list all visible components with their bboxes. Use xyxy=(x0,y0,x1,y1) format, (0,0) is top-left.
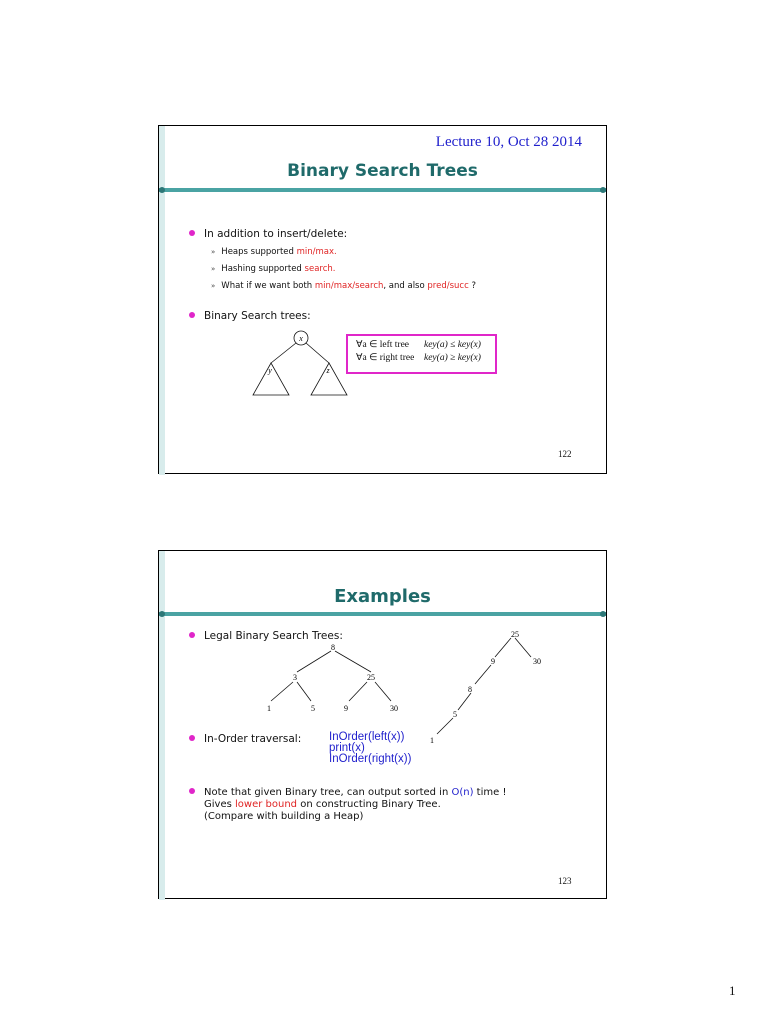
node-8: 8 xyxy=(331,643,335,652)
sub-bullet-hashing: » Hashing supported search. xyxy=(211,264,336,274)
node-9: 9 xyxy=(344,704,348,713)
balanced-bst-diagram xyxy=(255,642,415,714)
page-number: 123 xyxy=(558,876,572,886)
node-30: 30 xyxy=(390,704,398,713)
title-rule xyxy=(159,188,606,192)
code-line-3: InOrder(right(x)) xyxy=(329,753,412,765)
note-lower-bound: Gives lower bound on constructing Binary Tree. xyxy=(204,799,441,810)
title-rule xyxy=(159,612,606,616)
node-25: 25 xyxy=(511,630,519,639)
note-compare-heap: (Compare with building a Heap) xyxy=(204,811,364,822)
bullet-inorder: In-Order traversal: xyxy=(189,733,301,745)
code-line-2: print(x) xyxy=(329,742,365,754)
definition-row-left: ∀a ∈ left tree key(a) ≤ key(x) xyxy=(356,340,481,350)
node-5: 5 xyxy=(453,710,457,719)
left-subtree-label: y xyxy=(268,366,272,375)
node-1: 1 xyxy=(430,736,434,745)
bullet-dot-icon xyxy=(189,230,195,236)
code-line-1: InOrder(left(x)) xyxy=(329,731,405,743)
node-1: 1 xyxy=(267,704,271,713)
slide-binary-search-trees xyxy=(158,125,607,474)
slide-title: Binary Search Trees xyxy=(287,161,478,181)
inorder-code xyxy=(329,732,411,765)
sub-bullet-heaps: » Heaps supported min/max. xyxy=(211,247,337,257)
bullet-sorted-output: Note that given Binary tree, can output sorted in O(n) time ! xyxy=(189,787,506,799)
slide-examples xyxy=(158,550,607,899)
sheet-number: 1 xyxy=(729,983,736,998)
page-number: 122 xyxy=(558,449,572,459)
definition-row-right: ∀a ∈ right tree key(a) ≥ key(x) xyxy=(356,353,481,363)
skewed-bst-diagram xyxy=(423,630,553,746)
bullet-legal-bst: Legal Binary Search Trees: xyxy=(189,630,343,642)
sub-bullet-both: » What if we want both min/max/search, and also pred/succ ? xyxy=(211,281,476,291)
slide-title: Examples xyxy=(334,586,431,607)
bullet-insert-delete: In addition to insert/delete: xyxy=(189,228,347,240)
bst-schematic-diagram xyxy=(249,329,359,401)
bullet-dot-icon xyxy=(189,632,195,638)
root-label: x xyxy=(299,334,303,343)
node-5: 5 xyxy=(311,704,315,713)
node-25: 25 xyxy=(367,673,375,682)
node-9: 9 xyxy=(491,657,495,666)
left-edge xyxy=(271,343,296,363)
right-subtree-label: z xyxy=(326,366,330,375)
node-8: 8 xyxy=(468,685,472,694)
bullet-bst: Binary Search trees: xyxy=(189,310,311,322)
bullet-dot-icon xyxy=(189,312,195,318)
node-30: 30 xyxy=(533,657,541,666)
right-edge xyxy=(306,343,329,363)
node-3: 3 xyxy=(293,673,297,682)
bullet-dot-icon xyxy=(189,788,195,794)
bullet-dot-icon xyxy=(189,735,195,741)
bst-definition-box xyxy=(346,334,497,374)
lecture-date: Lecture 10, Oct 28 2014 xyxy=(435,134,582,150)
